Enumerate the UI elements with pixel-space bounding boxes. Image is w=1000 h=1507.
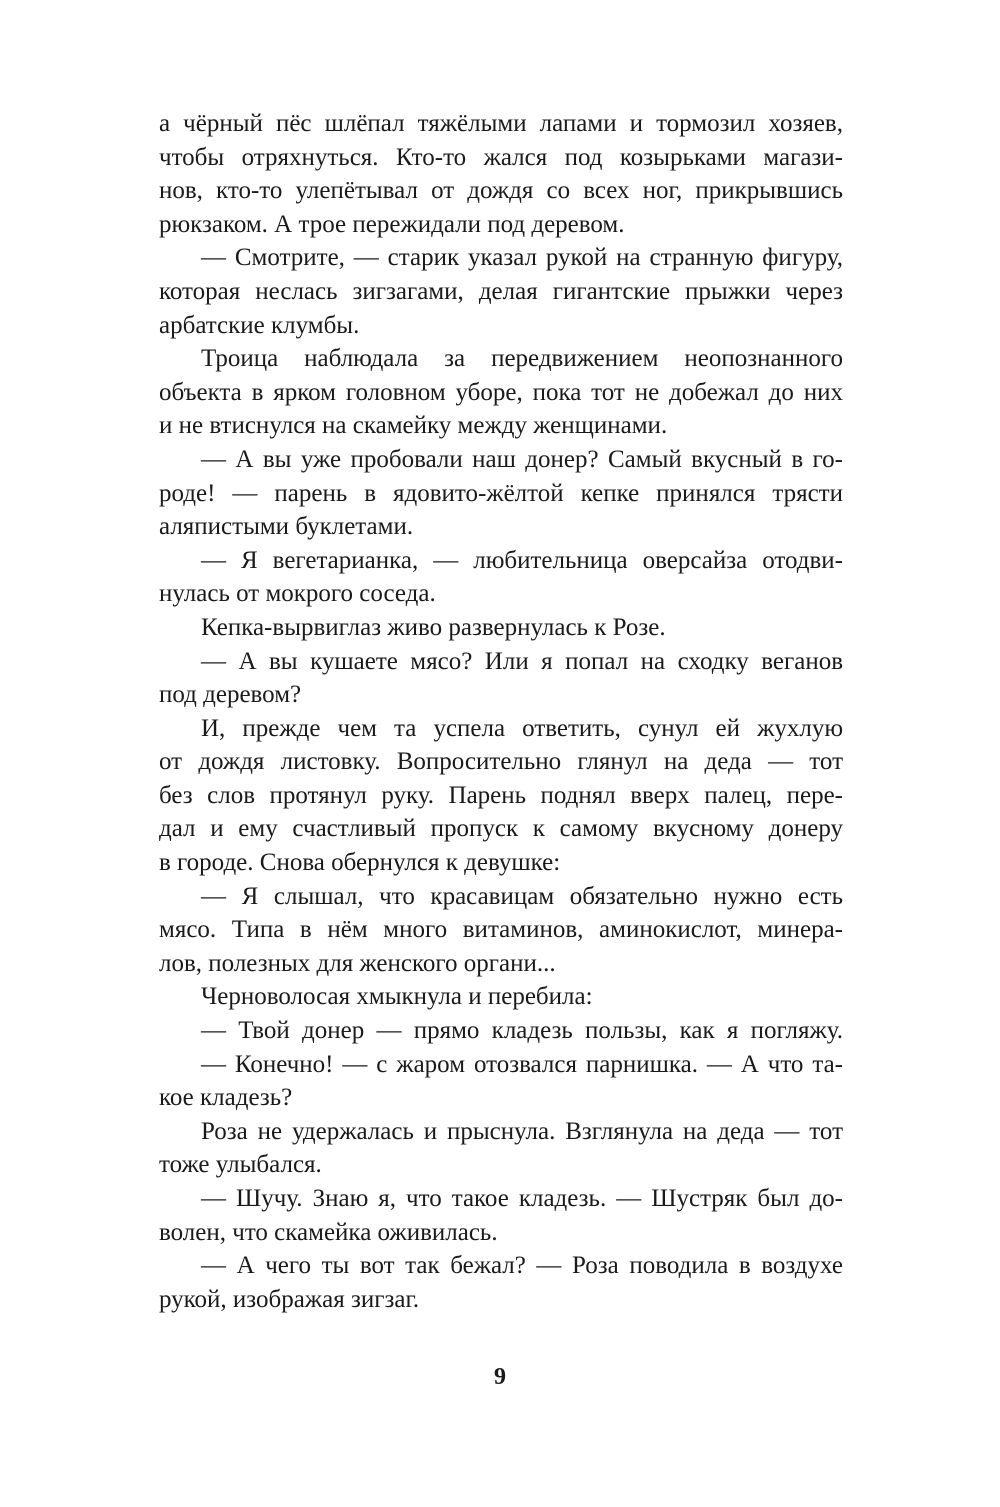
text-line: арбатские клумбы. (159, 311, 360, 339)
text-line: — А вы уже пробовали наш донер? Самый вкусный в го- (201, 445, 843, 473)
text-line: объекта в ярком головном уборе, пока тот не добежал до них (159, 378, 843, 406)
paragraph (159, 645, 843, 712)
text-line: Роза не удержалась и прыснула. Взглянула на деда — тот (201, 1117, 843, 1145)
text-line: аляпистыми буклетами. (159, 513, 414, 541)
paragraph (159, 1249, 843, 1316)
paragraph (159, 443, 843, 544)
paragraph (159, 107, 843, 241)
text-line: — Я слышал, что красавицам обязательно нужно есть (201, 882, 843, 910)
paragraph (159, 712, 843, 880)
paragraph (159, 1014, 843, 1048)
text-line: лов, полезных для женского органи... (159, 949, 556, 977)
text-line: под деревом? (159, 681, 302, 709)
text-line: которая неслась зигзагами, делая гигантские прыжки через (159, 277, 843, 305)
text-line: роде! — парень в ядовито-жёлтой кепке принялся трясти (159, 479, 843, 507)
text-line: — Конечно! — с жаром отозвался парнишка. — А что та- (201, 1050, 843, 1078)
text-line: рюкзаком. А трое пережидали под деревом. (159, 210, 625, 238)
body-text (159, 107, 843, 1316)
text-line: рукой, изображая зигзаг. (159, 1285, 420, 1313)
text-line: — Твой донер — прямо кладезь пользы, как я погляжу. (201, 1017, 843, 1045)
text-line: волен, что скамейка оживилась. (159, 1218, 498, 1246)
text-line: тоже улыбался. (159, 1151, 322, 1179)
text-line: мясо. Типа в нём много витаминов, аминокислот, минера- (159, 916, 843, 944)
paragraph (159, 544, 843, 611)
text-line: И, прежде чем та успела ответить, сунул ей жухлую (201, 714, 843, 742)
paragraph (159, 342, 843, 443)
text-line: Черноволосая хмыкнула и перебила: (201, 983, 593, 1011)
page-number: 9 (494, 1364, 506, 1390)
text-line: нов, кто-то улепётывал от дождя со всех ног, прикрывшись (159, 177, 843, 205)
text-line: — Шучу. Знаю я, что такое кладезь. — Шустряк был до- (201, 1185, 843, 1212)
text-line: и не втиснулся на скамейку между женщинами. (159, 412, 668, 440)
text-line: дал и ему счастливый пропуск к самому вкусному донеру (159, 815, 843, 843)
text-line: а чёрный пёс шлёпал тяжёлыми лапами и тормозил хозяев, (159, 110, 843, 137)
paragraph (159, 880, 843, 981)
text-line: — А чего ты вот так бежал? — Роза поводила в воздухе (201, 1252, 843, 1280)
text-line: — Смотрите, — старик указал рукой на странную фигуру, (201, 244, 843, 272)
text-line: в городе. Снова обернулся к девушке: (159, 849, 561, 877)
text-line: кое кладезь? (159, 1084, 293, 1112)
text-line: Троица наблюдала за передвижением неопознанного (201, 345, 843, 373)
text-line: нулась от мокрого соседа. (159, 580, 436, 608)
paragraph (159, 980, 843, 1014)
paragraph (159, 1115, 843, 1182)
text-line: без слов протянул руку. Парень поднял вверх палец, пере- (159, 781, 843, 809)
text-line: от дождя листовку. Вопросительно глянул на деда — тот (159, 748, 843, 776)
paragraph (159, 1048, 843, 1115)
text-line: — А вы кушаете мясо? Или я попал на сходку веганов (201, 647, 843, 675)
paragraph (159, 1182, 843, 1249)
paragraph (159, 241, 843, 342)
paragraph (159, 611, 843, 645)
text-line: чтобы отряхнуться. Кто-то жался под козырьками магази- (159, 143, 843, 171)
text-line: — Я вегетарианка, — любительница оверсайза отодви- (201, 546, 843, 574)
text-line: Кепка-вырвиглаз живо развернулась к Розе. (201, 613, 666, 641)
